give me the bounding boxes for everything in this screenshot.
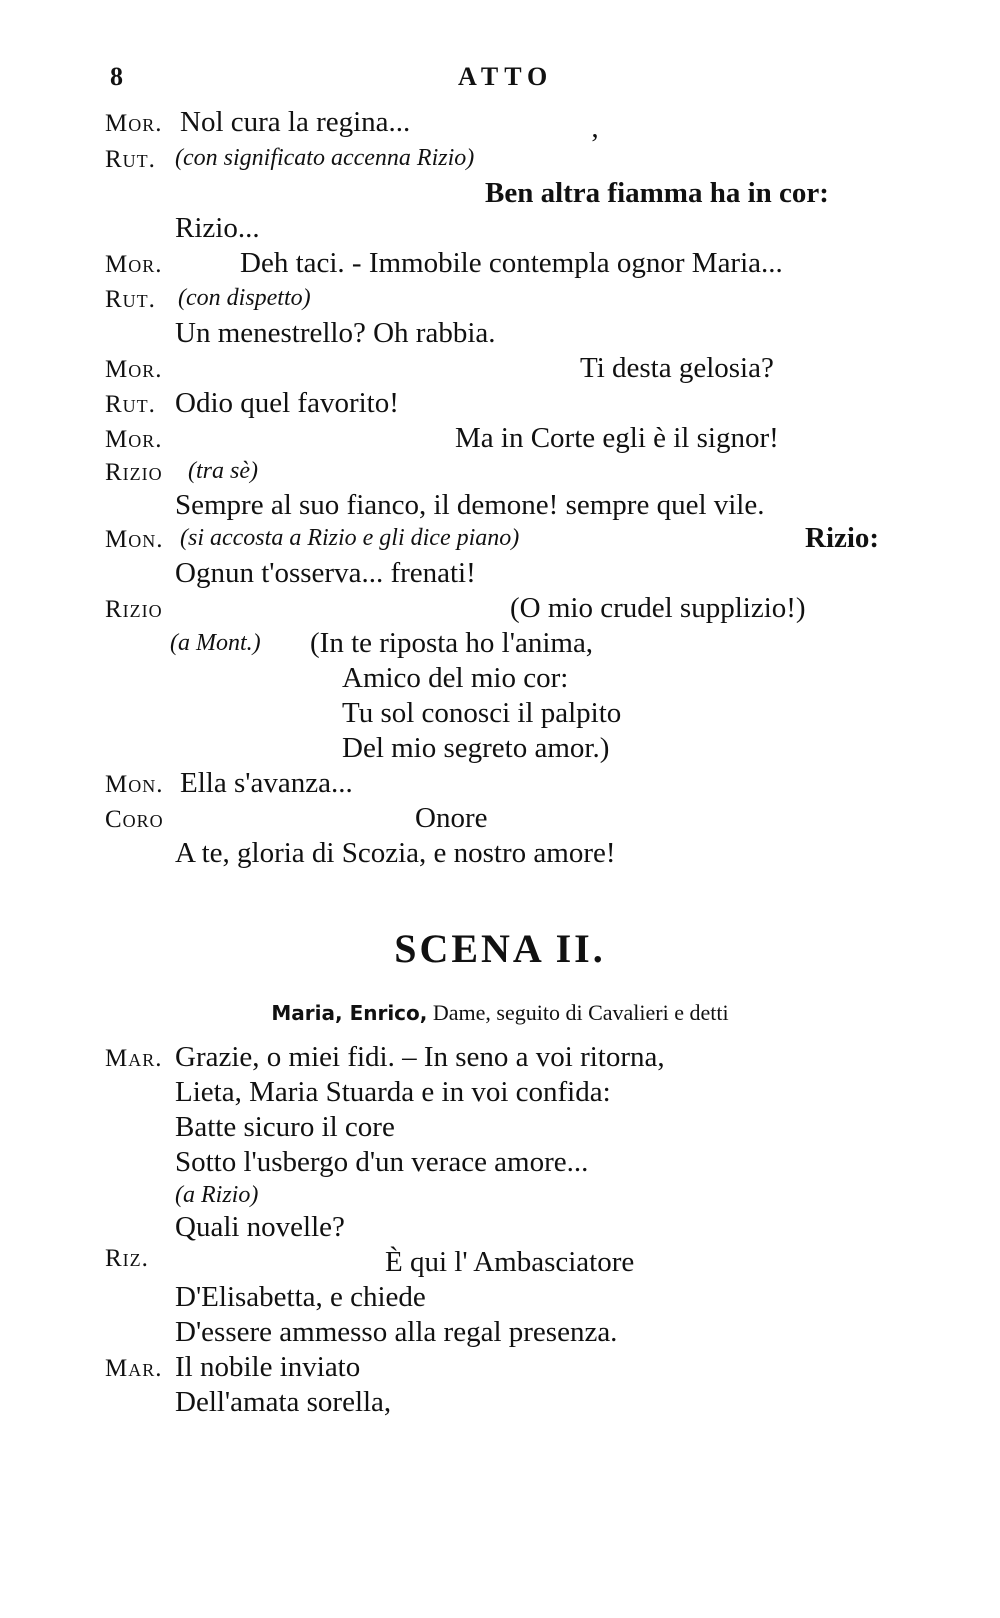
stage-direction: (a Rizio): [175, 1182, 259, 1208]
speaker-label: Mar.: [105, 1355, 163, 1382]
stage-direction: (si accosta a Rizio e gli dice piano): [180, 525, 520, 551]
speaker-label: Rizio: [105, 459, 163, 486]
speaker-label: Mor.: [105, 426, 163, 453]
scene-title: SCENA II.: [394, 926, 606, 971]
running-header: ATTO: [458, 62, 554, 91]
cast-principals: Maria, Enrico,: [271, 1001, 428, 1025]
verse-line: Ma in Corte egli è il signor!: [455, 422, 779, 454]
stray-mark: ‚: [590, 112, 600, 144]
verse-line: (In te riposta ho l'anima,: [310, 627, 594, 659]
speaker-label: Riz.: [105, 1245, 149, 1272]
verse-line: Il nobile inviato: [175, 1351, 361, 1383]
verse-line: Tu sol conosci il palpito: [342, 697, 622, 729]
speaker-label: Rizio: [105, 596, 163, 623]
verse-line: Onore: [415, 802, 488, 834]
stage-direction: (con significato accenna Rizio): [175, 145, 475, 171]
speaker-label: Mon.: [105, 771, 164, 798]
page-number: 8: [110, 62, 125, 91]
cast-list: [0, 1000, 1000, 1026]
verse-line: Lieta, Maria Stuarda e in voi confida:: [175, 1076, 611, 1108]
verse-line: È qui l' Ambasciatore: [385, 1246, 635, 1278]
verse-line: Rizio:: [805, 522, 880, 554]
stage-direction: (a Mont.): [170, 630, 261, 656]
speaker-label: Mar.: [105, 1045, 163, 1072]
verse-line: Quali novelle?: [175, 1211, 345, 1243]
speaker-label: Rut.: [105, 146, 156, 173]
verse-line: Dell'amata sorella,: [175, 1386, 392, 1418]
verse-line: Odio quel favorito!: [175, 387, 399, 419]
verse-line: Sotto l'usbergo d'un verace amore...: [175, 1146, 589, 1178]
speaker-label: Mon.: [105, 526, 164, 553]
speaker-label: Mor.: [105, 110, 163, 137]
speaker-label: Rut.: [105, 286, 156, 313]
verse-line: Ognun t'osserva... frenati!: [175, 557, 476, 589]
verse-line: D'Elisabetta, e chiede: [175, 1281, 426, 1313]
verse-line: D'essere ammesso alla regal presenza.: [175, 1316, 618, 1348]
stage-direction: (con dispetto): [178, 285, 311, 311]
verse-line: Ben altra fiamma ha in cor:: [485, 177, 829, 209]
verse-line: Deh taci. - Immobile contempla ognor Maria...: [240, 247, 783, 279]
verse-line: Un menestrello? Oh rabbia.: [175, 317, 496, 349]
speaker-label: Mor.: [105, 251, 163, 278]
verse-line: Sempre al suo fianco, il demone! sempre quel vile.: [175, 489, 765, 521]
verse-line: Batte sicuro il core: [175, 1111, 395, 1143]
verse-line: Del mio segreto amor.): [342, 732, 610, 764]
verse-line: Rizio...: [175, 212, 260, 244]
stage-direction: (tra sè): [188, 458, 258, 484]
verse-line: Nol cura la regina...: [180, 106, 411, 138]
verse-line: (O mio crudel supplizio!): [510, 592, 806, 624]
verse-line: A te, gloria di Scozia, e nostro amore!: [175, 837, 616, 869]
verse-line: Grazie, o miei fidi. – In seno a voi ritorna,: [175, 1041, 665, 1073]
speaker-label: Coro: [105, 806, 164, 833]
verse-line: Amico del mio cor:: [342, 662, 569, 694]
verse-line: Ella s'avanza...: [180, 767, 353, 799]
verse-line: Ti desta gelosia?: [580, 352, 774, 384]
speaker-label: Rut.: [105, 391, 156, 418]
cast-others: Dame, seguito di Cavalieri e detti: [432, 1000, 729, 1025]
speaker-label: Mor.: [105, 356, 163, 383]
